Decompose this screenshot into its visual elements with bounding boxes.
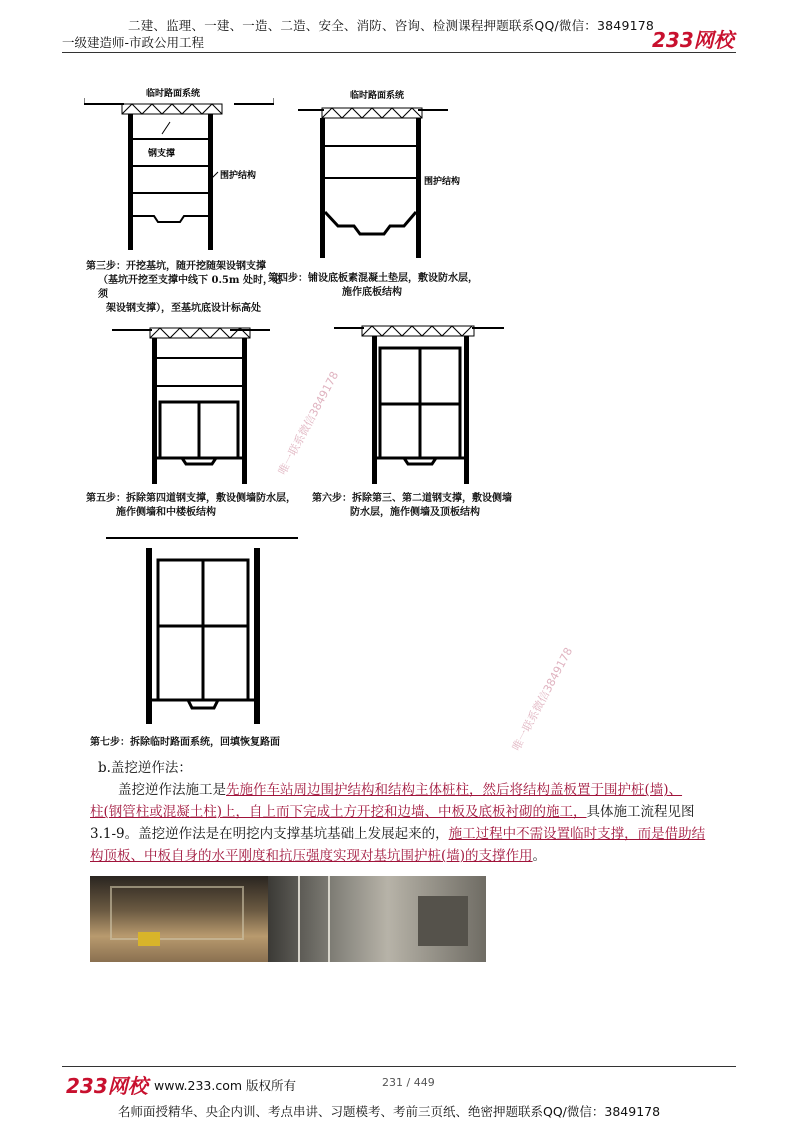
step3-caption: 第三步：开挖基坑，随开挖随架设钢支撑 （基坑开挖至支撑中线下 0.5m 处时，必须 架设钢支撑），至基坑底设计标高处 [86, 261, 283, 314]
header-top-line: 二建、监理、一建、一造、二造、安全、消防、咨询、检测课程押题联系QQ/微信：3849178 [128, 18, 655, 33]
header-logo: 233网校 [652, 28, 734, 52]
header-subtitle: 一级建造师-市政公用工程 [62, 35, 205, 50]
section-heading: b.盖挖逆作法： [98, 760, 192, 776]
step3-label-road: 临时路面系统 [146, 89, 201, 99]
step7-caption: 第七步：拆除临时路面系统，回填恢复路面 [90, 737, 280, 748]
step4-label-road: 临时路面系统 [350, 91, 405, 101]
footer-divider [62, 1066, 736, 1067]
paragraph-line-3: 3.1-9。盖挖逆作法是在明挖内支撑基坑基础上发展起来的，施工过程中不需设置临时支撑，而是借助结 [90, 826, 706, 842]
figure-step4 [298, 84, 498, 264]
header-divider [62, 52, 736, 53]
figure-step5 [112, 318, 272, 486]
paragraph-line-1: 盖挖逆作法施工是先施作车站周边围护结构和结构主体桩柱，然后将结构盖板置于围护桩(墙)、 [118, 782, 683, 798]
step4-caption: 第四步：铺设底板素混凝土垫层，敷设防水层， 施作底板结构 [268, 273, 478, 298]
figure-step6 [334, 314, 514, 486]
footer-url[interactable]: www.233.com 版权所有 [154, 1078, 296, 1093]
photo-tunnel [268, 876, 486, 962]
paragraph-line-2: 柱(钢管柱或混凝土柱)上，自上而下完成土方开挖和边墙、中板及底板衬砌的施工，具体施工流程见图 [90, 804, 695, 820]
footer-logo: 233网校 [66, 1074, 148, 1098]
step4-label-wall: 围护结构 [424, 177, 461, 187]
step5-caption: 第五步：拆除第四道钢支撑，敷设侧墙防水层， 施作侧墙和中楼板结构 [86, 493, 296, 518]
page-number: 231 / 449 [382, 1076, 435, 1089]
photo-excavation [90, 876, 268, 962]
figure-step3 [84, 84, 274, 252]
step3-label-wall: 围护结构 [220, 171, 257, 181]
watermark-1: 唯一联系微信3849178 [275, 369, 342, 478]
step6-caption: 第六步：拆除第三、第二道钢支撑，敷设侧墙 防水层，施作侧墙及顶板结构 [312, 493, 512, 518]
footer-bottom-line: 名师面授精华、央企内训、考点串讲、习题模考、考前三页纸、绝密押题联系QQ/微信：3849178 [118, 1104, 661, 1119]
step3-label-support: 钢支撑 [148, 149, 176, 159]
paragraph-line-4: 构顶板、中板自身的水平刚度和抗压强度实现对基坑围护桩(墙)的支撑作用。 [90, 848, 547, 864]
watermark-2: 唯一联系微信3849178 [509, 645, 576, 754]
figure-step7 [106, 530, 306, 730]
